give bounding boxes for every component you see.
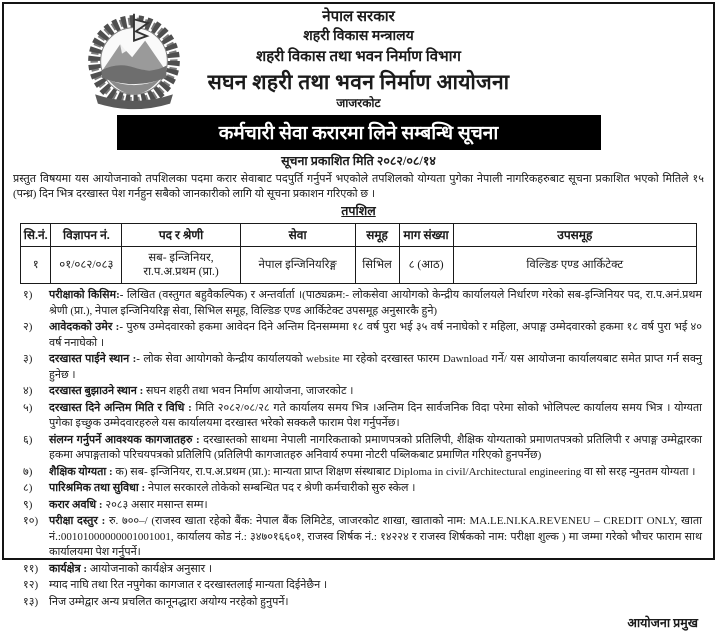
list-item: [13, 384, 704, 400]
nepal-emblem-icon: [75, 11, 193, 111]
list-item-number: ७): [23, 465, 33, 478]
list-item: [13, 401, 704, 432]
list-item: [13, 514, 704, 561]
department-name: शहरी विकास तथा भवन निर्माण विभाग: [256, 49, 461, 65]
list-item-number: १२): [23, 579, 39, 591]
publication-date: सूचना प्रकाशित मिति २०८२/०८/१४: [281, 154, 436, 168]
list-item-text: संलग्न गर्नुपर्ने आवश्यक कागजातहरु : दरखास्तको साथमा नेपाली नागरिकताको प्रमाणपत्रको प्रतिलिपी, शैक्षिक योग्यताको प्रमाणतपत्रको प्रतिलिपी र अपाङ्ग उम्मेद्वारका हकमा अपाङ्गताको परिचयपत्रको प्रतिलिपि (प्रतिलिपी कागजातहरु अनिवार्य रुपमा नोटरी पब्लिकबाट प्रमाणित गरिएको हुनपर्नेछ): [49, 433, 703, 461]
col-post-grade: पद र श्रेणी: [122, 224, 240, 247]
list-item: [13, 498, 704, 514]
list-item-text: निज उम्मेद्वार अन्य प्रचलित कानूनद्धारा अयोग्य नरहेको हुनुपर्ने।: [49, 595, 289, 608]
col-demand-count: माग संख्या: [399, 224, 453, 247]
list-item-number: १): [23, 289, 33, 301]
cell-service: नेपाल इन्जिनियरिङ्ग: [240, 247, 355, 284]
list-item-number: ८): [23, 482, 33, 494]
document-header: [13, 7, 704, 111]
list-item-text: पारिश्रमिक तथा सुविधा : नेपाल सरकारले तोकेको सम्बन्धित पद र श्रेणी कर्मचारीको सुरु स्केल ।: [49, 482, 416, 494]
list-item: [13, 562, 704, 578]
list-item-text: आवेदकको उमेर :- पुरुष उम्मेदवारको हकमा आवेदन दिने अन्तिम दिनसम्ममा १८ वर्ष पुरा भई ३५ वर्ष ननाघेको र महिला, अपाङ्ग उम्मेदवारको हकमा १८ वर्ष पुरा भई ४० वर्ष ननाघेको ।: [49, 321, 702, 349]
col-group: समूह: [355, 224, 399, 247]
cell-group: सिभिल: [355, 247, 399, 284]
signature-project-chief: आयोजना प्रमुख: [627, 616, 698, 630]
project-name: सघन शहरी तथा भवन निर्माण आयोजना: [207, 70, 510, 94]
list-item-number: १०): [23, 515, 39, 527]
cell-demand-count: ८ (आठ): [399, 247, 453, 284]
list-item: [13, 320, 704, 351]
list-item-text: दरखास्त बुझाउने स्थान : सघन शहरी तथा भवन निर्माण आयोजना, जाजरकोट ।: [49, 385, 354, 397]
list-item-text: शैक्षिक योग्यता : क) सब- इन्जिनियर, रा.प.अ.प्रथम (प्रा.): मान्यता प्राप्त शिक्षण संस्थाबाट Diploma in civil/Architectural engineering वा सो सरह न्युनतम योग्यता ।: [49, 465, 696, 478]
location-name: जाजरकोट: [336, 96, 381, 110]
intro-paragraph: प्रस्तुत विषयमा यस आयोजनाको तपशिलका पदमा करार सेवाबाट पदपुर्ति गर्नुपर्ने भएकोले तपशिलको योग्यता पुगेका नेपाली नागरिकहरुबाट सूचना प्रकाशित भएको मितिले १५ (पन्ध्र) दिन भित्र दरखास्त पेश गर्नहुन सबैको जानकारीको लागि यो सूचना प्रकाशन गरिएको छ ।: [13, 173, 704, 200]
list-item: [13, 352, 704, 383]
list-item-text: दरखास्त पाईने स्थान :- लोक सेवा आयोगको केन्द्रीय कार्यालयको website मा रहेको दरखास्त फारम Dawnload गर्ने/ यस आयोजना कार्यालयबाट समेत प्राप्त गर्न सक्नु हुनेछ ।: [49, 353, 702, 381]
col-advert-no: विज्ञापन नं.: [51, 224, 122, 247]
list-item-number: ३): [23, 353, 33, 365]
list-item-text: म्याद नाघि तथा रित नपुगेका कागजात र दरखास्तलाई मान्यता दिईनेछैन ।: [49, 579, 328, 591]
government-name: नेपाल सरकार: [322, 9, 395, 25]
list-item-number: ११): [23, 562, 39, 575]
notice-document: [2, 2, 715, 630]
list-item: [13, 288, 704, 319]
cell-advert-no: ०१/०८२/०८३: [51, 247, 122, 284]
details-heading: तपशिल: [341, 204, 376, 218]
ministry-name: शहरी विकास मन्त्रालय: [303, 29, 414, 44]
list-item-number: १३): [23, 595, 39, 608]
col-subgroup: उपसमूह: [453, 224, 696, 247]
cell-subgroup: विल्डिङ एण्ड आर्किटेक्ट: [453, 247, 696, 284]
col-serial-no: सि.नं.: [21, 224, 51, 247]
list-item: [13, 595, 704, 611]
list-item-number: ९): [23, 498, 33, 511]
vacancy-table: [20, 223, 697, 284]
notice-title-banner: कर्मचारी सेवा करारमा लिने सम्बन्धि सूचना: [117, 115, 601, 150]
list-item-text: परीक्षा दस्तुर : रु. ७००–/ (राजस्व खाता रहेको बैंक: नेपाल बैंक लिमिटेड, जाजरकोट शाखा, खाताको नाम: MA.LE.NI.KA.REVENEU – CREDIT ONLY, खाता नं.:00101000000001001001, कार्यालय कोड नं.: ३४७०१६६०१, राजस्व शिर्षक नं.: १४२२४ र राजस्व शिर्षकको नाम: परीक्षा शुल्क ) मा जम्मा गरेको भौचर फाराम साथ कार्यालयमा पेश गर्नुपर्ने।: [49, 515, 703, 558]
list-item-number: २): [23, 321, 33, 333]
list-item-number: ६): [23, 433, 33, 446]
list-item-text: दरखास्त दिने अन्तिम मिति र विधि : मिति २०८२/०८/२८ गते कार्यालय समय भित्र ।अन्तिम दिन सार्वजनिक विदा परेमा सोको भोलिपल्ट कार्यालय समय भित्र । योग्यता पुगेका इच्छुक उम्मेदवारहरुले यस कार्यालयमा दरखास्त भरेको सक्कलै फाराम पेश गर्नुपर्नेछ।: [49, 401, 703, 429]
list-item-text: कार्यक्षेत्र : आयोजनाको कार्यक्षेत्र अनुसार ।: [49, 562, 213, 575]
list-item-text: परीक्षाको किसिम:- लिखित (वस्तुगत बहुवैकल्पिक) र अन्तर्वार्ता ।(पाठ्यक्रम:- लोकसेवा आयोगको केन्द्रीय कार्यालयले निर्धारण गरेको सब-इन्जिनियर पद, रा.प.अनं.प्रथम श्रेणी (प्रा.), नेपाल इन्जिनियरिङ्ग सेवा, सिभिल समूह, विल्डिङ एण्ड आर्किटेक्ट उपसमूह अनुसारकै हुने): [49, 289, 702, 317]
cell-post-grade: सब- इन्जिनियर, रा.प.अ.प्रथम (प्रा.): [122, 247, 240, 284]
conditions-list: [13, 288, 704, 610]
list-item-text: करार अवधि : २०८३ असार मसान्त सम्म।: [49, 498, 208, 511]
cell-serial-no: १: [21, 247, 51, 284]
col-service: सेवा: [240, 224, 355, 247]
list-item-number: ४): [23, 385, 33, 397]
list-item: [13, 481, 704, 497]
table-row: [21, 247, 697, 284]
list-item: [13, 465, 704, 481]
list-item-number: ५): [23, 401, 33, 414]
list-item: [13, 433, 704, 464]
table-header-row: [21, 224, 697, 247]
list-item: [13, 578, 704, 594]
